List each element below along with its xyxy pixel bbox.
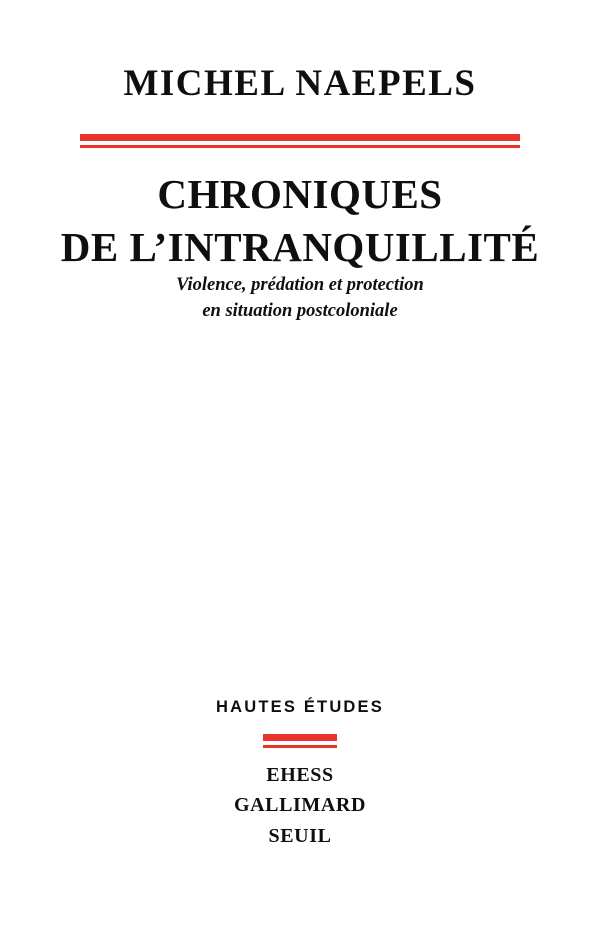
decorative-rule-top [80, 134, 520, 148]
subtitle-line-2: en situation postcoloniale [202, 301, 398, 322]
red-rule-thin-small [263, 745, 337, 748]
collection-name: HAUTES ÉTUDES [216, 698, 384, 716]
subtitle-line-1: Violence, prédation et protection [176, 275, 424, 295]
title-line-2: DE L’INTRANQUILLITÉ [60, 224, 540, 271]
title-line-1: CHRONIQUES [157, 171, 443, 217]
author-name: MICHEL NAEPELS [123, 63, 477, 104]
publisher-list [0, 760, 600, 851]
subtitle [0, 272, 600, 325]
red-rule-thick-small [263, 734, 337, 741]
red-rule-thin [80, 145, 520, 148]
publisher-seuil: SEUIL [268, 824, 332, 847]
publisher-ehess: EHESS [266, 764, 334, 786]
red-rule-thick [80, 134, 520, 141]
page-title [0, 168, 600, 275]
publisher-gallimard: GALLIMARD [233, 794, 367, 817]
decorative-rule-bottom [263, 734, 337, 748]
